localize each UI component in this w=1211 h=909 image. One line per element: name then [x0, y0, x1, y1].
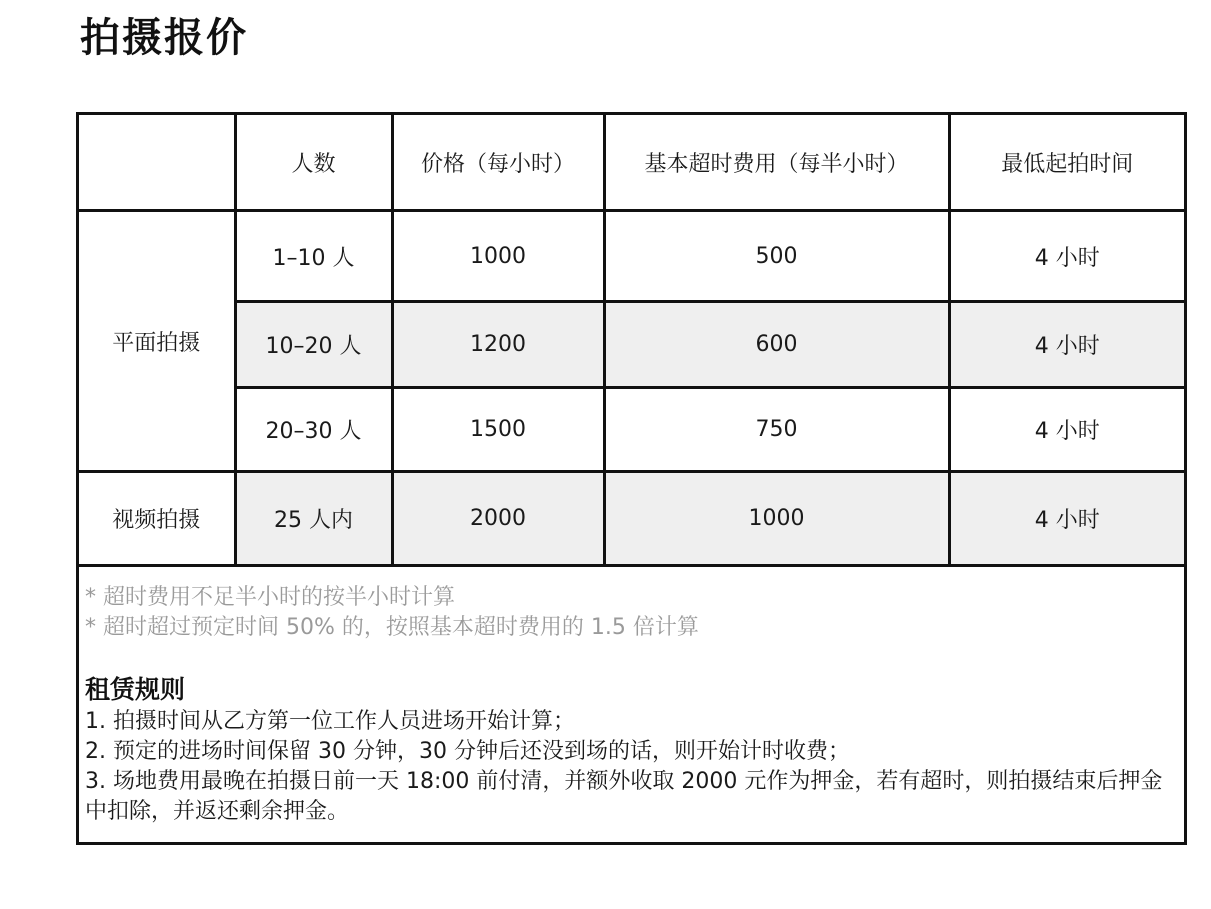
people-cell: 10–20 人	[235, 302, 392, 388]
price-cell: 1500	[392, 388, 604, 472]
people-cell: 25 人内	[235, 472, 392, 566]
price-cell: 2000	[392, 472, 604, 566]
group-label-photo: 平面拍摄	[79, 211, 235, 472]
page-title: 拍摄报价	[80, 15, 248, 61]
people-cell: 1–10 人	[235, 211, 392, 302]
overtime-cell: 600	[604, 302, 949, 388]
price-sheet	[76, 112, 1187, 845]
price-cell: 1000	[392, 211, 604, 302]
note-line: * 超时超过预定时间 50% 的，按照基本超时费用的 1.5 倍计算	[85, 615, 699, 640]
overtime-cell: 750	[604, 388, 949, 472]
min-time-cell: 4 小时	[949, 211, 1184, 302]
rule-item: 2. 预定的进场时间保留 30 分钟，30 分钟后还没到场的话，则开始计时收费；	[85, 739, 850, 764]
table-header-row	[79, 115, 1184, 211]
table-row	[79, 388, 1184, 472]
price-cell: 1200	[392, 302, 604, 388]
table-row	[79, 472, 1184, 566]
header-cell-min-time: 最低起拍时间	[949, 115, 1184, 211]
table-row	[79, 211, 1184, 302]
rules-heading: 租赁规则	[85, 675, 186, 704]
min-time-cell: 4 小时	[949, 388, 1184, 472]
notes-section	[85, 583, 1180, 827]
people-cell: 20–30 人	[235, 388, 392, 472]
header-cell-price: 价格（每小时）	[392, 115, 604, 211]
header-cell-overtime: 基本超时费用（每半小时）	[604, 115, 949, 211]
min-time-cell: 4 小时	[949, 302, 1184, 388]
overtime-cell: 1000	[604, 472, 949, 566]
group-label-video: 视频拍摄	[79, 472, 235, 566]
header-cell-people: 人数	[235, 115, 392, 211]
overtime-cell: 500	[604, 211, 949, 302]
note-line: * 超时费用不足半小时的按半小时计算	[85, 585, 455, 610]
table-row	[79, 302, 1184, 388]
price-table	[79, 115, 1184, 567]
header-cell-empty	[79, 115, 235, 211]
rule-item: 1. 拍摄时间从乙方第一位工作人员进场开始计算；	[85, 709, 575, 734]
rule-item: 3. 场地费用最晚在拍摄日前一天 18:00 前付清，并额外收取 2000 元作为押金，若有超时，则拍摄结束后押金中扣除，并返还剩余押金。	[85, 769, 1163, 824]
min-time-cell: 4 小时	[949, 472, 1184, 566]
